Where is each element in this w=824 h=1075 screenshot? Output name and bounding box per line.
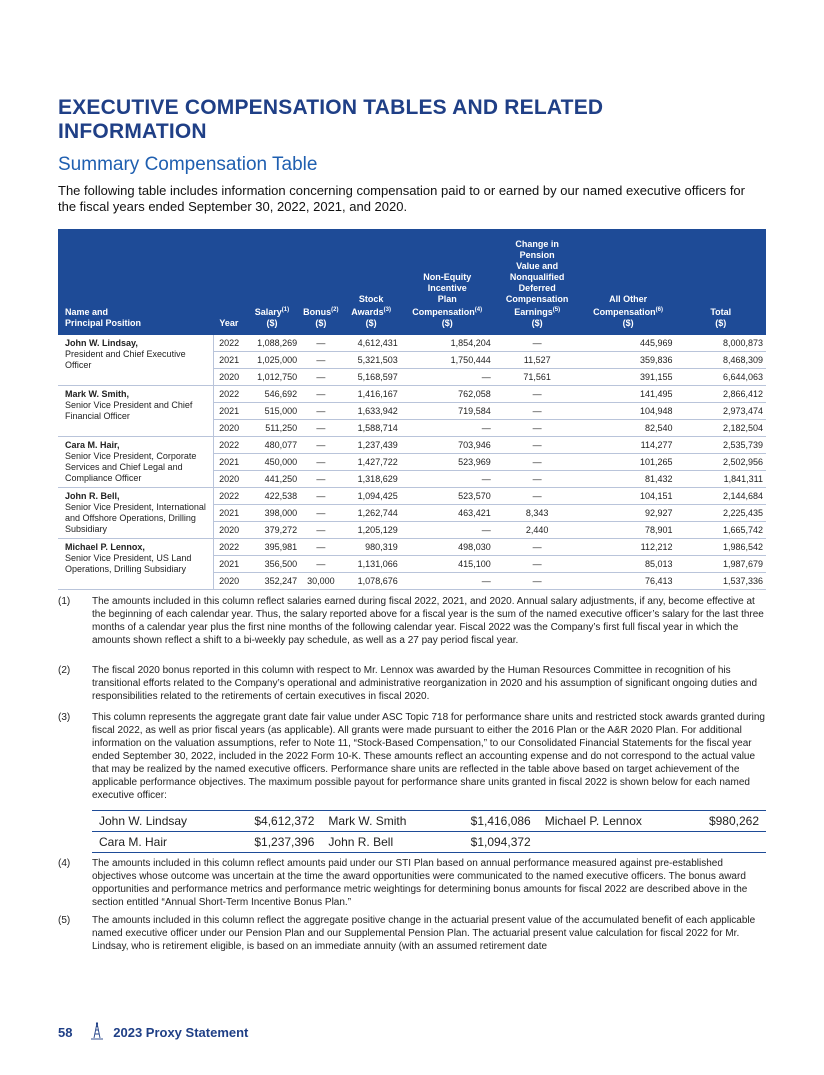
pension-cell: — [494, 453, 581, 470]
stock-awards-cell: 5,168,597 [342, 368, 401, 385]
non-equity-cell: 762,058 [401, 385, 494, 402]
total-cell: 1,665,742 [676, 521, 766, 538]
stock-awards-cell: 4,612,431 [342, 334, 401, 351]
pension-cell: 2,440 [494, 521, 581, 538]
header-all-other: All Other Compensation$^{(6)}$ ($) [581, 229, 676, 334]
footnote-3: (3) This column represents the aggregate grant date fair value under ASC Topic 718 for performance share units and restricted stock awards granted during fiscal 2022, as well as prior fiscal years (as applicable). All grants were made pursuant to either the 2016 Plan or the A&R 2020 Plan. For additional information on the valuation assumptions, refer to Note 11, “Stock-Based Compensation,” to our Consolidated Financial Statements for the fiscal year ended September 30, 2022, included in the 2022 Form 10-K. These amounts reflect an accounting expense and do not correspond to the actual value that may be realized by the named executive officers. Performance share units are reflected in the table above based on target achievement of the applicable performance objectives. The maximum possible payout for performance share units granted in fiscal 2022 is shown below for each named executive officer: [58, 712, 765, 801]
header-stock-awards: Stock Awards$^{(3)}$ ($) [342, 229, 401, 334]
executive-position: Senior Vice President and Chief Financial Officer [65, 399, 193, 421]
year-cell: 2020 [214, 521, 244, 538]
executive-name: Mark W. Smith, [65, 388, 130, 399]
stock-awards-cell: 1,633,942 [342, 402, 401, 419]
non-equity-cell: 1,854,204 [401, 334, 494, 351]
pension-cell: — [494, 436, 581, 453]
stock-awards-cell: 1,205,129 [342, 521, 401, 538]
executive-name-cell [58, 334, 214, 385]
footnote-5: (5) The amounts included in this column reflect the aggregate positive change in the actuarial present value of the accumulated benefit of each applicable named executive officer under our Pension Plan and our Supplemental Pension Plan. The actuarial present value calculation for fiscal 2022 for Mr. Lindsay, who is retirement eligible, is based on an immediate annuity (with an assumed retirement date [58, 915, 756, 952]
non-equity-cell: 415,100 [401, 555, 494, 572]
year-cell: 2021 [214, 402, 244, 419]
stock-awards-cell: 1,416,167 [342, 385, 401, 402]
executive-name: Michael P. Lennox, [65, 541, 145, 552]
bonus-cell: — [300, 555, 341, 572]
section-subtitle: Summary Compensation Table [58, 154, 318, 175]
non-equity-cell: — [401, 470, 494, 487]
non-equity-cell: 719,584 [401, 402, 494, 419]
stock-awards-cell: 1,078,676 [342, 572, 401, 589]
executive-name-cell [58, 385, 214, 436]
bonus-cell: 30,000 [300, 572, 341, 589]
payout-name: Cara M. Hair [92, 832, 225, 853]
total-cell: 1,987,679 [676, 555, 766, 572]
total-cell: 2,182,504 [676, 419, 766, 436]
header-salary: Salary$^{(1)}$ ($) [244, 229, 300, 334]
table-body [58, 334, 766, 589]
all-other-cell: 104,151 [581, 487, 676, 504]
stock-awards-cell: 1,094,425 [342, 487, 401, 504]
salary-cell: 1,088,269 [244, 334, 300, 351]
non-equity-cell: — [401, 368, 494, 385]
pension-cell: 8,343 [494, 504, 581, 521]
table-header-row [58, 229, 766, 334]
payout-value: $4,612,372 [225, 811, 321, 832]
non-equity-cell: 523,969 [401, 453, 494, 470]
total-cell: 6,644,063 [676, 368, 766, 385]
header-non-equity: Non-Equity Incentive Plan Compensation$^{(4)}$ ($) [401, 229, 494, 334]
page-footer [58, 1022, 248, 1040]
header-name: Name and Principal Position [58, 229, 214, 334]
total-cell: 2,973,474 [676, 402, 766, 419]
year-cell: 2022 [214, 436, 244, 453]
salary-cell: 1,012,750 [244, 368, 300, 385]
footnote-4: (4) The amounts included in this column reflect amounts paid under our STI Plan based on annual performance measured against pre-established objectives whose outcome was uncertain at the time the award opportunities were communicated to the named executive officers. The bonus award opportunities and performance metrics and performance metric weightings for determining bonus amounts for fiscal 2022 are described above in the section entitled “Annual Short-Term Incentive Bonus Plan.” [58, 858, 748, 908]
total-cell: 1,537,336 [676, 572, 766, 589]
total-cell: 2,535,739 [676, 436, 766, 453]
year-cell: 2021 [214, 504, 244, 521]
total-cell: 8,468,309 [676, 351, 766, 368]
payout-row [92, 811, 766, 832]
page-heading: EXECUTIVE COMPENSATION TABLES AND RELATED INFORMATION [58, 96, 604, 143]
header-total: Total ($) [676, 229, 766, 334]
all-other-cell: 359,836 [581, 351, 676, 368]
salary-cell: 450,000 [244, 453, 300, 470]
executive-name: Cara M. Hair, [65, 439, 120, 450]
pension-cell: — [494, 334, 581, 351]
payout-empty-cell [538, 832, 683, 853]
year-cell: 2021 [214, 351, 244, 368]
non-equity-cell: 463,421 [401, 504, 494, 521]
salary-cell: 395,981 [244, 538, 300, 555]
bonus-cell: — [300, 436, 341, 453]
stock-awards-cell: 1,262,744 [342, 504, 401, 521]
header-pension: Change in Pension Value and Nonqualified Deferred Compensation Earnings$^{(5)}$ ($) [494, 229, 581, 334]
pension-cell: — [494, 402, 581, 419]
executive-name-cell [58, 538, 214, 589]
year-cell: 2021 [214, 453, 244, 470]
pension-cell: — [494, 555, 581, 572]
bonus-cell: — [300, 419, 341, 436]
stock-awards-cell: 1,237,439 [342, 436, 401, 453]
derrick-logo-icon [90, 1022, 104, 1040]
salary-cell: 379,272 [244, 521, 300, 538]
non-equity-cell: 1,750,444 [401, 351, 494, 368]
payout-row [92, 832, 766, 853]
year-cell: 2022 [214, 334, 244, 351]
year-cell: 2022 [214, 538, 244, 555]
payout-value: $1,094,372 [441, 832, 537, 853]
salary-cell: 546,692 [244, 385, 300, 402]
year-cell: 2020 [214, 368, 244, 385]
all-other-cell: 101,265 [581, 453, 676, 470]
all-other-cell: 104,948 [581, 402, 676, 419]
table-row [58, 487, 766, 504]
executive-name-cell [58, 436, 214, 487]
pension-cell: — [494, 419, 581, 436]
all-other-cell: 82,540 [581, 419, 676, 436]
bonus-cell: — [300, 351, 341, 368]
salary-cell: 398,000 [244, 504, 300, 521]
pension-cell: 11,527 [494, 351, 581, 368]
year-cell: 2022 [214, 385, 244, 402]
salary-cell: 422,538 [244, 487, 300, 504]
stock-awards-cell: 1,318,629 [342, 470, 401, 487]
payout-value: $1,237,396 [225, 832, 321, 853]
bonus-cell: — [300, 470, 341, 487]
all-other-cell: 445,969 [581, 334, 676, 351]
all-other-cell: 85,013 [581, 555, 676, 572]
executive-position: Senior Vice President, International and Offshore Operations, Drilling Subsidiary [65, 501, 206, 534]
all-other-cell: 114,277 [581, 436, 676, 453]
year-cell: 2020 [214, 470, 244, 487]
bonus-cell: — [300, 368, 341, 385]
table-row [58, 436, 766, 453]
intro-paragraph: The following table includes information concerning compensation paid to or earned by our named executive officers for the fiscal years ended September 30, 2022, 2021, and 2020. [58, 183, 745, 214]
all-other-cell: 92,927 [581, 504, 676, 521]
total-cell: 1,841,311 [676, 470, 766, 487]
executive-name-cell [58, 487, 214, 538]
footnote-1: (1) The amounts included in this column reflect salaries earned during fiscal 2022, 2021, and 2020. Annual salary adjustments, if any, become effective at the beginning of each calendar year. Thus, the salary reported above for a fiscal year is the sum of the named executive officer’s salary for the last three months of a calendar year plus the first nine months of the following calendar year. Fiscal 2022 was the Company’s first full fiscal year in which the amounts shown reflect a shift to a bi-weekly pay schedule, as well as a 27 pay period fiscal year. [58, 596, 764, 646]
salary-cell: 356,500 [244, 555, 300, 572]
all-other-cell: 141,495 [581, 385, 676, 402]
payout-empty-cell [683, 832, 766, 853]
all-other-cell: 81,432 [581, 470, 676, 487]
payout-value: $980,262 [683, 811, 766, 832]
year-cell: 2022 [214, 487, 244, 504]
stock-awards-cell: 5,321,503 [342, 351, 401, 368]
salary-cell: 441,250 [244, 470, 300, 487]
stock-awards-cell: 1,588,714 [342, 419, 401, 436]
total-cell: 2,866,412 [676, 385, 766, 402]
all-other-cell: 78,901 [581, 521, 676, 538]
pension-cell: — [494, 470, 581, 487]
pension-cell: — [494, 487, 581, 504]
salary-cell: 515,000 [244, 402, 300, 419]
non-equity-cell: 498,030 [401, 538, 494, 555]
bonus-cell: — [300, 334, 341, 351]
all-other-cell: 391,155 [581, 368, 676, 385]
stock-awards-cell: 980,319 [342, 538, 401, 555]
salary-cell: 511,250 [244, 419, 300, 436]
table-row [58, 385, 766, 402]
non-equity-cell: 523,570 [401, 487, 494, 504]
payout-name: Michael P. Lennox [538, 811, 683, 832]
bonus-cell: — [300, 521, 341, 538]
bonus-cell: — [300, 385, 341, 402]
executive-name: John W. Lindsay, [65, 337, 138, 348]
table-row [58, 538, 766, 555]
executive-name: John R. Bell, [65, 490, 120, 501]
payout-name: John W. Lindsay [92, 811, 225, 832]
footer-title: 2023 Proxy Statement [113, 1025, 249, 1040]
bonus-cell: — [300, 453, 341, 470]
salary-cell: 352,247 [244, 572, 300, 589]
total-cell: 1,986,542 [676, 538, 766, 555]
total-cell: 2,144,684 [676, 487, 766, 504]
executive-position: President and Chief Executive Officer [65, 348, 186, 370]
all-other-cell: 112,212 [581, 538, 676, 555]
header-bonus: Bonus$^{(2)}$ ($) [300, 229, 341, 334]
all-other-cell: 76,413 [581, 572, 676, 589]
bonus-cell: — [300, 402, 341, 419]
payout-name: John R. Bell [321, 832, 441, 853]
year-cell: 2020 [214, 572, 244, 589]
executive-position: Senior Vice President, Corporate Services and Chief Legal and Compliance Officer [65, 450, 197, 483]
total-cell: 2,502,956 [676, 453, 766, 470]
total-cell: 2,225,435 [676, 504, 766, 521]
page-number: 58 [58, 1025, 73, 1040]
stock-awards-cell: 1,427,722 [342, 453, 401, 470]
stock-awards-cell: 1,131,066 [342, 555, 401, 572]
pension-cell: — [494, 572, 581, 589]
footnote-2: (2) The fiscal 2020 bonus reported in this column with respect to Mr. Lennox was awarded by the Human Resources Committee in recognition of his transitional efforts related to the Company’s operational and administrative reorganization in 2020 and his assumption of significant ongoing duties and responsibilities related to the retirements of certain executives in fiscal 2020. [58, 665, 758, 702]
pension-cell: — [494, 385, 581, 402]
pension-cell: 71,561 [494, 368, 581, 385]
year-cell: 2021 [214, 555, 244, 572]
total-cell: 8,000,873 [676, 334, 766, 351]
header-year: Year [214, 229, 244, 334]
bonus-cell: — [300, 504, 341, 521]
salary-cell: 480,077 [244, 436, 300, 453]
bonus-cell: — [300, 487, 341, 504]
max-payout-table [92, 810, 766, 853]
executive-position: Senior Vice President, US Land Operations, Drilling Subsidiary [65, 552, 192, 574]
salary-cell: 1,025,000 [244, 351, 300, 368]
non-equity-cell: — [401, 521, 494, 538]
bonus-cell: — [300, 538, 341, 555]
payout-value: $1,416,086 [441, 811, 537, 832]
summary-compensation-table [58, 229, 766, 590]
pension-cell: — [494, 538, 581, 555]
payout-name: Mark W. Smith [321, 811, 441, 832]
non-equity-cell: — [401, 419, 494, 436]
table-row [58, 334, 766, 351]
non-equity-cell: 703,946 [401, 436, 494, 453]
non-equity-cell: — [401, 572, 494, 589]
year-cell: 2020 [214, 419, 244, 436]
